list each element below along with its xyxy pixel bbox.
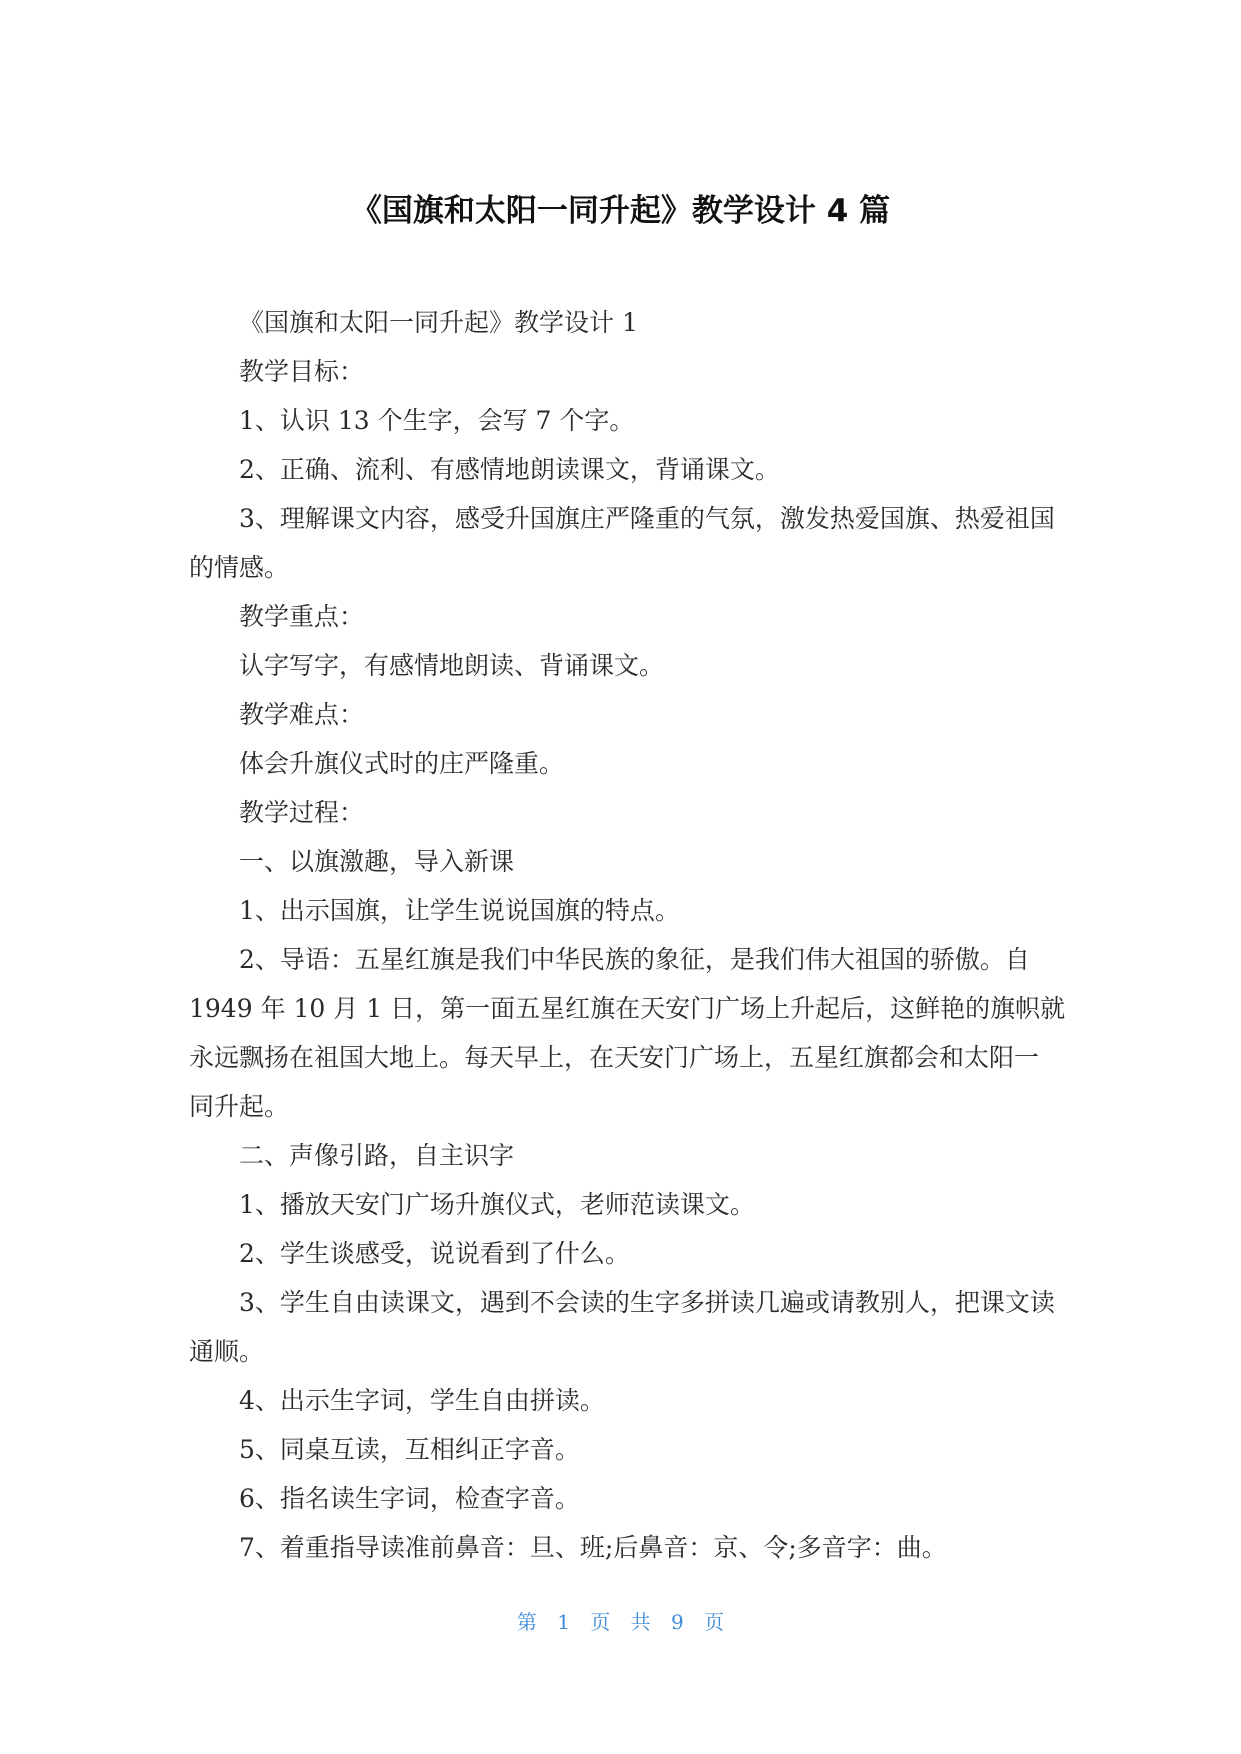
paragraph-line: 3、学生自由读课文，遇到不会读的生字多拼读几遍或请教别人，把课文读 xyxy=(239,1288,1055,1317)
paragraph-line: 永远飘扬在祖国大地上。每天早上，在天安门广场上，五星红旗都会和太阳一 xyxy=(189,1043,1040,1072)
paragraph-line: 《国旗和太阳一同升起》教学设计 1 xyxy=(239,308,638,337)
paragraph-line: 认字写字，有感情地朗读、背诵课文。 xyxy=(239,651,665,680)
paragraph-line: 1、出示国旗，让学生说说国旗的特点。 xyxy=(239,896,680,925)
paragraph-line: 3、理解课文内容，感受升国旗庄严隆重的气氛，激发热爱国旗、热爱祖国 xyxy=(239,504,1055,533)
paragraph-line: 一、以旗激趣，导入新课 xyxy=(239,847,515,876)
paragraph-line: 6、指名读生字词，检查字音。 xyxy=(239,1484,580,1513)
paragraph-line: 的情感。 xyxy=(189,553,290,582)
paragraph-line: 同升起。 xyxy=(189,1092,290,1121)
paragraph-line: 1、认识 13 个生字，会写 7 个字。 xyxy=(239,406,635,435)
paragraph-line: 教学目标： xyxy=(239,357,365,386)
paragraph-line: 1、播放天安门广场升旗仪式，老师范读课文。 xyxy=(239,1190,755,1219)
page-number-footer: 第 1 页 共 9 页 xyxy=(516,1610,725,1634)
paragraph-line: 1949 年 10 月 1 日，第一面五星红旗在天安门广场上升起后，这鲜艳的旗帜就 xyxy=(189,994,1066,1023)
paragraph-line: 2、学生谈感受，说说看到了什么。 xyxy=(239,1239,630,1268)
paragraph-line: 2、正确、流利、有感情地朗读课文，背诵课文。 xyxy=(239,455,780,484)
paragraph-line: 4、出示生字词，学生自由拼读。 xyxy=(239,1386,605,1415)
paragraph-line: 2、导语：五星红旗是我们中华民族的象征，是我们伟大祖国的骄傲。自 xyxy=(239,945,1030,974)
paragraph-line: 教学重点： xyxy=(239,602,365,631)
paragraph-line: 通顺。 xyxy=(189,1337,265,1366)
paragraph-line: 7、着重指导读准前鼻音：旦、班;后鼻音：京、令;多音字：曲。 xyxy=(239,1533,947,1562)
paragraph-line: 教学难点： xyxy=(239,700,365,729)
document-title: 《国旗和太阳一同升起》教学设计 4 篇 xyxy=(350,193,891,229)
paragraph-line: 二、声像引路，自主识字 xyxy=(239,1141,515,1170)
paragraph-line: 教学过程： xyxy=(239,798,365,827)
paragraph-line: 5、同桌互读，互相纠正字音。 xyxy=(239,1435,580,1464)
document-body xyxy=(189,298,1066,1572)
paragraph-line: 体会升旗仪式时的庄严隆重。 xyxy=(239,749,565,778)
